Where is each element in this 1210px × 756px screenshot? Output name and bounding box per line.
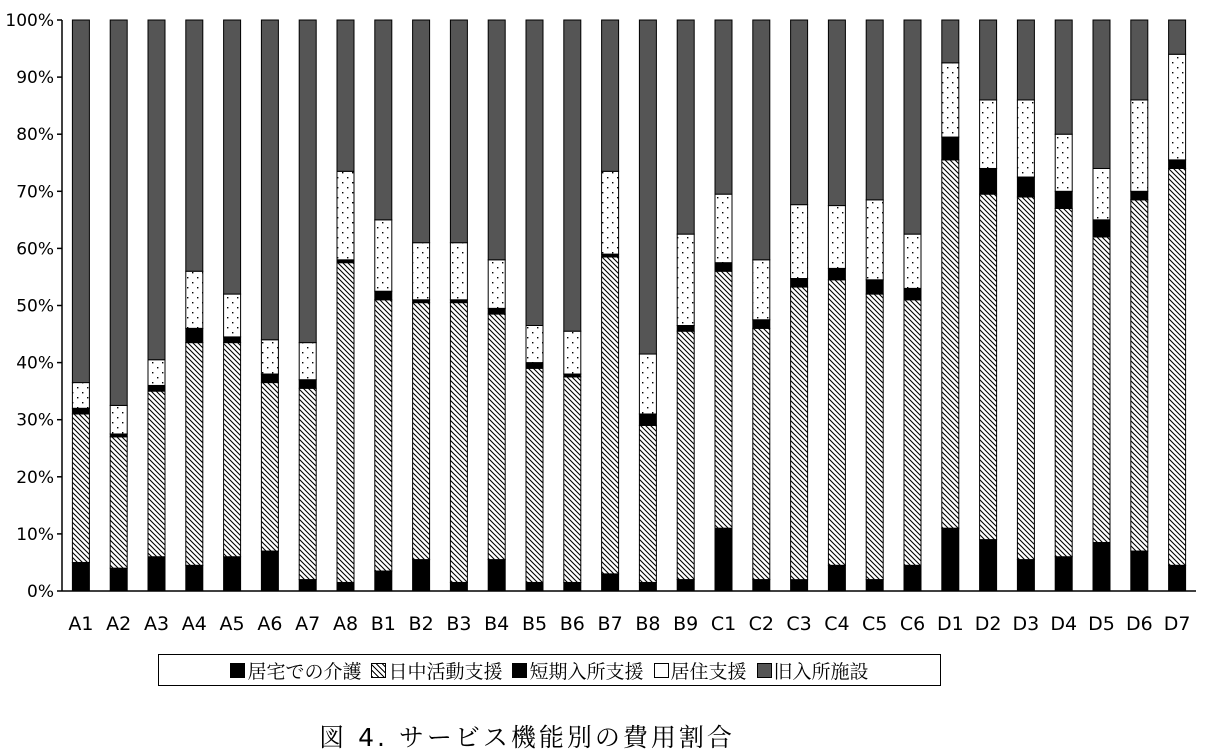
bar-segment-A4-s1 [186, 343, 203, 566]
bar-segment-A4-s2 [186, 328, 203, 342]
x-tick-label: B3 [446, 613, 472, 635]
bar-segment-B4-s4 [488, 20, 505, 260]
bar-segment-A8-s0 [337, 582, 354, 591]
x-tick-label: D7 [1163, 613, 1191, 635]
bar-segment-B1-s4 [375, 20, 392, 220]
bar-segment-C4-s2 [828, 268, 845, 279]
bar-segment-D6-s0 [1131, 551, 1148, 591]
x-tick-label: A8 [332, 613, 359, 635]
bar-segment-C1-s2 [715, 263, 732, 272]
legend-swatch-solid-black-icon [230, 663, 245, 678]
y-tick-label: 60% [16, 239, 54, 260]
x-tick-label: B7 [597, 613, 623, 635]
x-tick-label: C3 [786, 613, 812, 635]
bar-segment-A1-s3 [72, 383, 89, 409]
y-tick-label: 20% [16, 467, 54, 488]
bar-segment-A7-s4 [299, 20, 316, 343]
bar-segment-B3-s0 [450, 582, 467, 591]
bar-segment-B1-s1 [375, 300, 392, 571]
bar-segment-B2-s4 [413, 20, 430, 243]
bar-segment-A2-s0 [110, 568, 127, 591]
bar-segment-C4-s3 [828, 206, 845, 269]
bar-segment-B5-s0 [526, 582, 543, 591]
bar-segment-D4-s3 [1055, 134, 1072, 191]
bar-segment-C2-s0 [753, 580, 770, 591]
x-tick-label: C5 [862, 613, 888, 635]
bar-segment-C5-s1 [866, 294, 883, 579]
bar-segment-D1-s2 [942, 137, 959, 160]
bar-segment-D4-s1 [1055, 208, 1072, 556]
bar-segment-C6-s4 [904, 20, 921, 234]
bar-segment-B8-s4 [639, 20, 656, 354]
y-tick-label: 0% [27, 582, 54, 602]
bars [72, 20, 1185, 591]
legend-item-former-institution [757, 657, 869, 684]
bar-segment-D3-s2 [1017, 177, 1034, 197]
bar-segment-D4-s4 [1055, 20, 1072, 134]
x-tick-label: C1 [710, 613, 737, 635]
x-tick-label: B6 [559, 613, 585, 635]
x-tick-label: B4 [484, 613, 510, 635]
bar-segment-D6-s4 [1131, 20, 1148, 100]
bar-segment-A5-s0 [224, 557, 241, 591]
bar-segment-A3-s4 [148, 20, 165, 360]
bar-segment-C6-s0 [904, 565, 921, 591]
x-tick-label: A4 [181, 613, 207, 635]
bar-segment-B8-s1 [639, 425, 656, 582]
x-tick-label: A7 [295, 613, 321, 635]
bar-segment-D6-s2 [1131, 191, 1148, 200]
x-tick-label: D6 [1125, 613, 1153, 635]
y-tick-label: 40% [16, 353, 54, 374]
bar-segment-A6-s3 [261, 340, 278, 374]
bar-segment-B9-s1 [677, 331, 694, 579]
bar-segment-B1-s0 [375, 571, 392, 591]
bar-segment-C3-s2 [791, 279, 808, 288]
bar-segment-B4-s2 [488, 308, 505, 314]
bar-segment-A8-s4 [337, 20, 354, 171]
bar-segment-C5-s0 [866, 580, 883, 591]
bar-segment-D7-s1 [1169, 168, 1186, 565]
legend-label: 旧入所施設 [773, 660, 869, 683]
bar-segment-A7-s2 [299, 380, 316, 389]
bar-segment-A6-s4 [261, 20, 278, 340]
bar-segment-D5-s2 [1093, 220, 1110, 237]
bar-segment-B7-s4 [602, 20, 619, 171]
bar-segment-A8-s1 [337, 263, 354, 583]
bar-segment-B2-s1 [413, 303, 430, 560]
bar-segment-B5-s3 [526, 325, 543, 362]
bar-segment-D5-s0 [1093, 542, 1110, 591]
x-tick-label: A6 [257, 613, 283, 635]
x-axis-tick-labels [68, 613, 1190, 635]
legend-swatch-dots-icon [654, 663, 669, 678]
y-tick-label: 50% [16, 296, 54, 317]
bar-segment-D2-s0 [980, 540, 997, 591]
figure-caption: 図 4. サービス機能別の費用割合 [319, 723, 735, 752]
bar-segment-C4-s4 [828, 20, 845, 206]
bar-segment-B3-s4 [450, 20, 467, 243]
bar-segment-D1-s4 [942, 20, 959, 63]
bar-segment-C2-s2 [753, 320, 770, 329]
bar-segment-D3-s4 [1017, 20, 1034, 100]
bar-segment-A6-s0 [261, 551, 278, 591]
bar-segment-D3-s1 [1017, 197, 1034, 560]
bar-segment-A1-s2 [72, 408, 89, 414]
bar-segment-B9-s3 [677, 234, 694, 325]
legend-swatch-solid-black-icon [512, 663, 527, 678]
bar-segment-C4-s1 [828, 280, 845, 566]
x-tick-label: A5 [219, 613, 245, 635]
y-tick-label: 80% [16, 125, 54, 146]
y-tick-label: 30% [16, 410, 54, 431]
bar-segment-C1-s0 [715, 528, 732, 591]
bar-segment-C2-s1 [753, 328, 770, 579]
bar-segment-B9-s2 [677, 325, 694, 331]
x-tick-label: D3 [1012, 613, 1040, 635]
bar-segment-C3-s1 [791, 287, 808, 580]
bar-segment-D2-s3 [980, 100, 997, 169]
bar-segment-D5-s3 [1093, 168, 1110, 219]
bar-segment-B4-s3 [488, 260, 505, 309]
bar-segment-D1-s3 [942, 63, 959, 137]
y-axis-tick-labels [5, 11, 54, 602]
bar-segment-A5-s4 [224, 20, 241, 294]
bar-segment-A4-s0 [186, 565, 203, 591]
bar-segment-A3-s2 [148, 385, 165, 391]
bar-segment-C1-s4 [715, 20, 732, 194]
bar-segment-D4-s2 [1055, 191, 1072, 208]
bar-segment-D6-s1 [1131, 200, 1148, 551]
bar-segment-A7-s1 [299, 388, 316, 579]
bar-segment-C1-s1 [715, 271, 732, 528]
bar-segment-B2-s3 [413, 243, 430, 300]
bar-segment-A1-s1 [72, 414, 89, 562]
bar-segment-B3-s3 [450, 243, 467, 300]
bar-segment-D7-s4 [1169, 20, 1186, 54]
bar-segment-B7-s0 [602, 574, 619, 591]
bar-segment-B9-s0 [677, 580, 694, 591]
legend-swatch-hatch-icon [371, 663, 386, 678]
bar-segment-B5-s4 [526, 20, 543, 325]
y-tick-label: 90% [16, 68, 54, 89]
x-tick-label: A2 [106, 613, 132, 635]
bar-segment-B7-s3 [602, 171, 619, 254]
bar-segment-C4-s0 [828, 565, 845, 591]
bar-segment-A2-s3 [110, 405, 127, 434]
x-tick-label: C2 [748, 613, 774, 635]
legend-label: 居住支援 [670, 660, 747, 683]
bar-segment-A7-s0 [299, 580, 316, 591]
bar-segment-D7-s2 [1169, 160, 1186, 169]
x-tick-label: A3 [143, 613, 170, 635]
bar-segment-C5-s2 [866, 280, 883, 294]
bar-segment-A8-s3 [337, 171, 354, 260]
bar-segment-D6-s3 [1131, 100, 1148, 191]
bar-segment-B9-s4 [677, 20, 694, 234]
bar-segment-D7-s0 [1169, 565, 1186, 591]
bar-segment-A2-s4 [110, 20, 127, 405]
legend [158, 654, 941, 686]
bar-segment-A4-s3 [186, 271, 203, 328]
bar-segment-B2-s0 [413, 560, 430, 591]
bar-segment-B8-s0 [639, 582, 656, 591]
bar-segment-C6-s2 [904, 288, 921, 299]
bar-segment-B5-s1 [526, 368, 543, 582]
legend-label: 短期入所支援 [529, 660, 644, 683]
bar-segment-D2-s1 [980, 194, 997, 539]
bar-segment-B8-s2 [639, 414, 656, 425]
x-tick-label: D4 [1050, 613, 1078, 635]
bar-segment-C5-s4 [866, 20, 883, 200]
bar-segment-A6-s2 [261, 374, 278, 383]
bar-segment-A1-s4 [72, 20, 89, 383]
bar-segment-C2-s4 [753, 20, 770, 260]
legend-swatch-solid-gray-icon [757, 663, 772, 678]
bar-segment-B6-s1 [564, 377, 581, 583]
x-tick-label: B5 [521, 613, 548, 635]
bar-segment-A3-s3 [148, 360, 165, 386]
bar-segment-D2-s2 [980, 168, 997, 194]
bar-segment-A3-s0 [148, 557, 165, 591]
x-tick-label: D2 [974, 613, 1002, 635]
legend-item-residential [654, 657, 747, 684]
bar-segment-B6-s4 [564, 20, 581, 331]
bar-segment-C3-s4 [791, 20, 808, 205]
bar-segment-C5-s3 [866, 200, 883, 280]
bar-segment-C1-s3 [715, 194, 732, 263]
bar-segment-D3-s0 [1017, 560, 1034, 591]
x-tick-label: B8 [635, 613, 661, 635]
bar-segment-B4-s0 [488, 560, 505, 591]
bar-segment-C6-s3 [904, 234, 921, 288]
bar-segment-B8-s3 [639, 354, 656, 414]
bar-segment-D5-s1 [1093, 237, 1110, 542]
legend-item-day-activity [371, 657, 502, 684]
bar-segment-B5-s2 [526, 363, 543, 369]
bar-segment-C3-s3 [791, 205, 808, 279]
bar-segment-D7-s3 [1169, 54, 1186, 160]
bar-segment-B1-s2 [375, 291, 392, 300]
bar-segment-C2-s3 [753, 260, 770, 320]
bar-segment-A1-s0 [72, 562, 89, 591]
bar-segment-B6-s0 [564, 582, 581, 591]
x-tick-label: C6 [899, 613, 926, 635]
x-tick-label: B1 [370, 613, 396, 635]
bar-segment-A7-s3 [299, 343, 316, 380]
bar-segment-C3-s0 [791, 580, 808, 591]
x-tick-label: C4 [824, 613, 850, 635]
legend-label: 居宅での介護 [247, 660, 362, 683]
bar-segment-D1-s0 [942, 528, 959, 591]
bar-segment-A2-s1 [110, 437, 127, 568]
y-tick-label: 70% [16, 182, 54, 203]
y-tick-label: 10% [16, 524, 54, 545]
legend-item-home-care [230, 657, 361, 684]
bar-segment-A5-s3 [224, 294, 241, 337]
x-tick-label: D1 [936, 613, 964, 635]
bar-segment-B6-s3 [564, 331, 581, 374]
bar-segment-D4-s0 [1055, 557, 1072, 591]
bar-segment-D5-s4 [1093, 20, 1110, 168]
bar-segment-A5-s1 [224, 343, 241, 557]
x-tick-label: D5 [1088, 613, 1115, 635]
bar-segment-D2-s4 [980, 20, 997, 100]
legend-label: 日中活動支援 [388, 660, 503, 683]
bar-segment-D3-s3 [1017, 100, 1034, 177]
x-tick-label: B2 [408, 613, 434, 635]
bar-segment-C6-s1 [904, 300, 921, 566]
bar-segment-B1-s3 [375, 220, 392, 291]
x-tick-label: A1 [68, 613, 94, 635]
bar-segment-A3-s1 [148, 391, 165, 557]
legend-item-short-stay [512, 657, 643, 684]
bar-segment-A6-s1 [261, 383, 278, 551]
bar-segment-A5-s2 [224, 337, 241, 343]
bar-segment-D1-s1 [942, 160, 959, 528]
bar-segment-B3-s1 [450, 303, 467, 583]
bar-segment-A4-s4 [186, 20, 203, 271]
y-tick-label: 100% [5, 11, 54, 31]
bar-segment-B7-s1 [602, 257, 619, 574]
bar-segment-B4-s1 [488, 314, 505, 560]
x-tick-label: B9 [673, 613, 699, 635]
